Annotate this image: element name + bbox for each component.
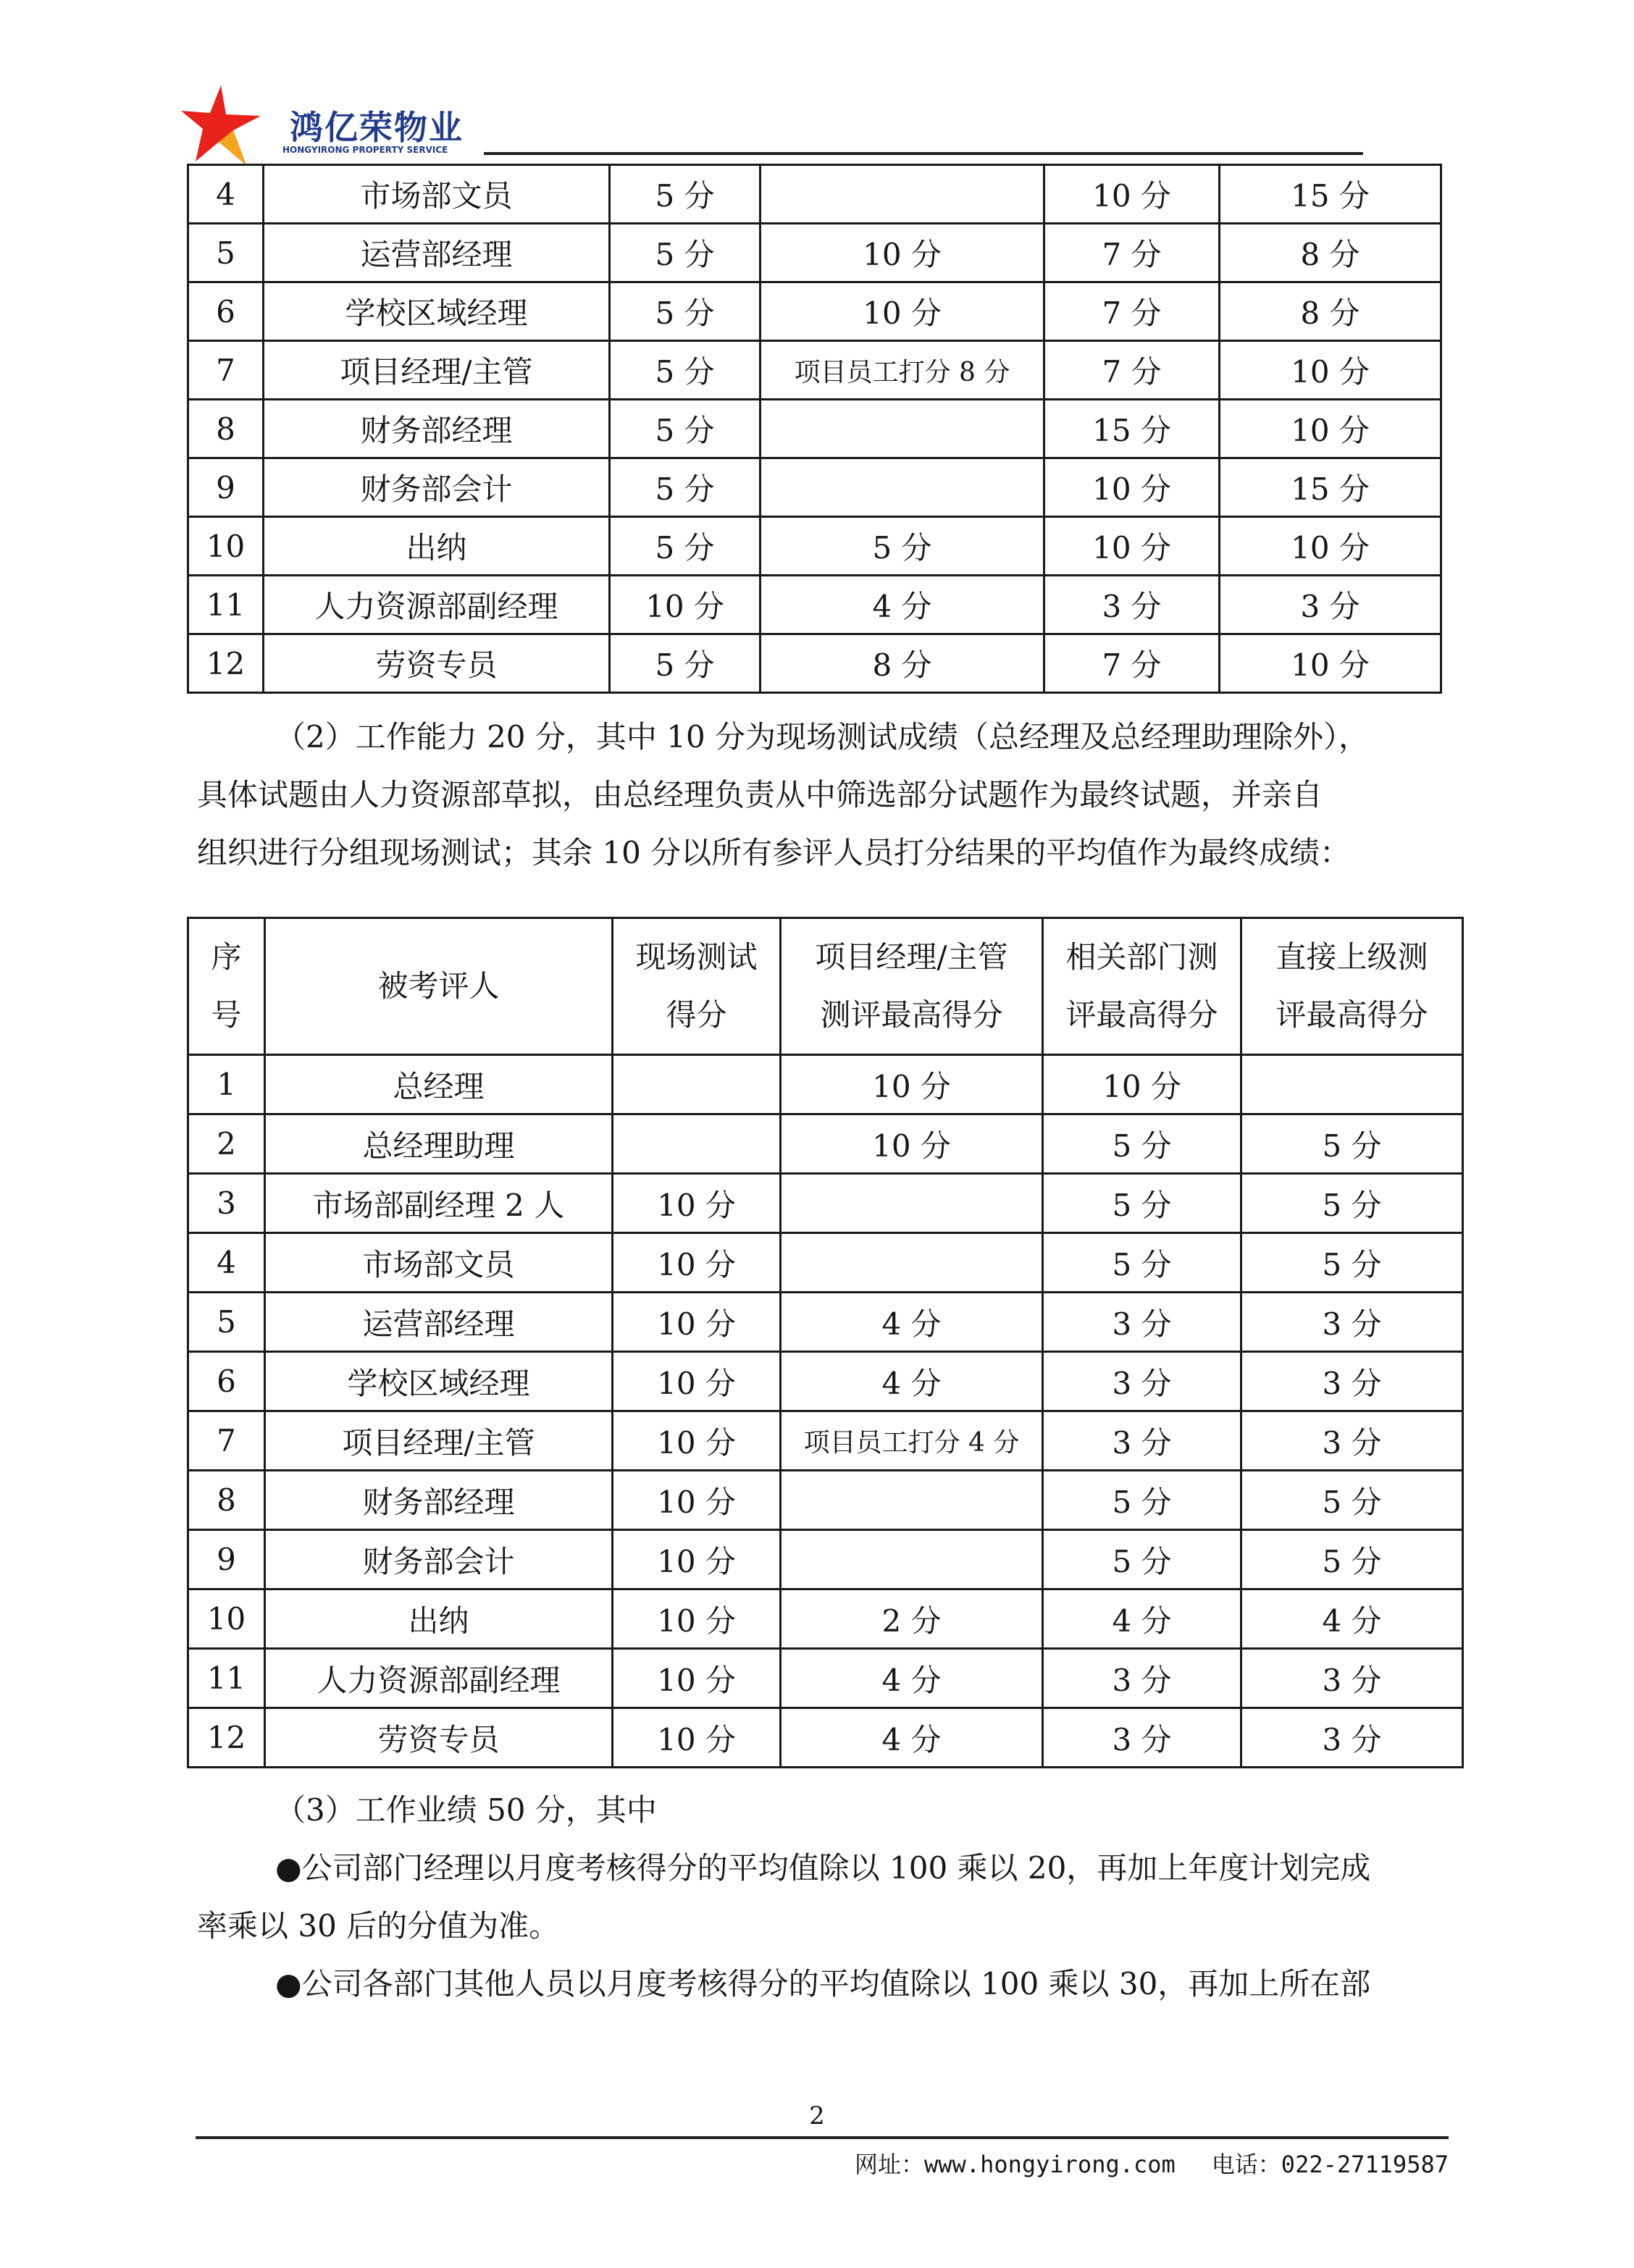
table-cell: 3 分: [1241, 1649, 1463, 1708]
table-cell: 5 分: [1241, 1174, 1463, 1233]
table-cell: [761, 165, 1044, 224]
header-cell: 项目经理/主管 测评最高得分: [781, 918, 1043, 1055]
table-cell: 11: [188, 576, 264, 634]
table-cell: 5 分: [610, 341, 761, 400]
table-cell: 财务部经理: [264, 400, 610, 458]
table-cell: 4 分: [781, 1649, 1043, 1708]
table-row: [188, 400, 1441, 458]
table-cell: [761, 400, 1044, 458]
table-cell: 学校区域经理: [265, 1352, 613, 1411]
table-cell: 4 分: [781, 1352, 1043, 1411]
table-cell: 3 分: [1241, 1708, 1463, 1768]
table-cell: 市场部文员: [264, 165, 610, 224]
table-cell: 15 分: [1044, 400, 1220, 458]
footer-contact: [818, 2146, 1449, 2180]
table-cell: 5 分: [1043, 1471, 1241, 1530]
table-cell: 10 分: [613, 1471, 781, 1530]
table-cell: 总经理助理: [265, 1114, 613, 1174]
table-row: [188, 1352, 1463, 1411]
table-cell: 10 分: [1043, 1055, 1241, 1114]
table-cell: 3 分: [1043, 1411, 1241, 1471]
table-cell: 6: [188, 1352, 265, 1411]
table-cell: 10 分: [1044, 458, 1220, 517]
table-cell: 3 分: [1043, 1352, 1241, 1411]
table-cell: 3: [188, 1174, 265, 1233]
table-cell: 3 分: [1241, 1411, 1463, 1471]
section-2-paragraph: [197, 708, 1457, 882]
table-cell: 10 分: [613, 1708, 781, 1768]
table-cell: 10 分: [1220, 400, 1441, 458]
table-cell: 10 分: [781, 1055, 1043, 1114]
table-cell: 5: [188, 224, 264, 282]
table-cell: 5 分: [610, 517, 761, 576]
table-cell: 5: [188, 1293, 265, 1352]
section-3-title: （3）工作业绩 50 分，其中: [275, 1792, 657, 1828]
table-cell: 5 分: [1241, 1471, 1463, 1530]
table-cell: 4 分: [781, 1708, 1043, 1768]
table-cell: 5 分: [1241, 1114, 1463, 1174]
para-line: 具体试题由人力资源部草拟，由总经理负责从中筛选部分试题作为最终试题，并亲自: [197, 777, 1323, 812]
table-row: [188, 458, 1441, 517]
table-cell: 7: [188, 341, 264, 400]
bullet-1-line: ●公司部门经理以月度考核得分的平均值除以 100 乘以 20，再加上年度计划完成: [275, 1850, 1371, 1886]
table-cell: 10: [188, 517, 264, 576]
table-cell: 3 分: [1043, 1708, 1241, 1768]
table-cell: 人力资源部副经理: [265, 1649, 613, 1708]
footer-website: 网址：www.hongyirong.com: [855, 2151, 1176, 2178]
header-cell: 序 号: [188, 918, 265, 1055]
table-header-row: [188, 918, 1463, 1055]
table-cell: 3 分: [1043, 1649, 1241, 1708]
work-ability-table: [187, 917, 1464, 1768]
table-cell: [781, 1233, 1043, 1293]
table-row: [188, 1708, 1463, 1768]
table-cell: 5 分: [1043, 1530, 1241, 1589]
table-row: [188, 1530, 1463, 1589]
table-cell: 10 分: [613, 1589, 781, 1649]
table-cell: 5 分: [610, 634, 761, 693]
table-cell: 出纳: [265, 1589, 613, 1649]
footer-divider: [196, 2136, 1449, 2139]
table-cell: 9: [188, 458, 264, 517]
table-cell: 2: [188, 1114, 265, 1174]
para-line: （2）工作能力 20 分，其中 10 分为现场测试成绩（总经理及总经理助理除外），: [275, 719, 1370, 755]
table-cell: 3 分: [1241, 1352, 1463, 1411]
table-cell: [761, 458, 1044, 517]
table-row: [188, 1411, 1463, 1471]
table-cell: 人力资源部副经理: [264, 576, 610, 634]
table-cell: 10 分: [613, 1233, 781, 1293]
table-cell: 5 分: [610, 165, 761, 224]
table-cell: 10 分: [1220, 634, 1441, 693]
table-cell: 10 分: [613, 1352, 781, 1411]
table-cell: 7 分: [1044, 341, 1220, 400]
table-cell: 8 分: [1220, 224, 1441, 282]
table-cell: 5 分: [1241, 1233, 1463, 1293]
table-cell: [613, 1055, 781, 1114]
table-cell: 市场部文员: [265, 1233, 613, 1293]
table-cell: 5 分: [610, 282, 761, 341]
table-cell: 10 分: [1220, 517, 1441, 576]
table-cell: 劳资专员: [264, 634, 610, 693]
table-cell: 12: [188, 634, 264, 693]
table-cell: 10 分: [781, 1114, 1043, 1174]
table-cell: 4 分: [1241, 1589, 1463, 1649]
header-cell: 相关部门测 评最高得分: [1043, 918, 1241, 1055]
table-cell: 3 分: [1044, 576, 1220, 634]
table-cell: 10 分: [1044, 165, 1220, 224]
table-cell: 11: [188, 1649, 265, 1708]
header-cell: 被考评人: [265, 918, 613, 1055]
table-cell: 10 分: [761, 224, 1044, 282]
table-cell: 运营部经理: [264, 224, 610, 282]
footer-phone: 电话：022-27119587: [1211, 2151, 1449, 2178]
table-row: [188, 634, 1441, 693]
table-cell: 10 分: [1220, 341, 1441, 400]
header-cell: 直接上级测 评最高得分: [1241, 918, 1463, 1055]
table-cell: 劳资专员: [265, 1708, 613, 1768]
table-cell: 12: [188, 1708, 265, 1768]
table-cell: 5 分: [1043, 1174, 1241, 1233]
page-number: 2: [809, 2101, 825, 2130]
score-table-continued: [187, 164, 1442, 694]
table-cell: 7 分: [1044, 282, 1220, 341]
table-cell: 5 分: [1043, 1114, 1241, 1174]
table-row: [188, 1174, 1463, 1233]
table-cell: 5 分: [610, 458, 761, 517]
table-cell: 项目员工打分 4 分: [781, 1411, 1043, 1471]
table-cell: [781, 1174, 1043, 1233]
table-cell: 10 分: [613, 1174, 781, 1233]
table-cell: 市场部副经理 2 人: [265, 1174, 613, 1233]
table-cell: 8 分: [761, 634, 1044, 693]
table-cell: 财务部会计: [265, 1530, 613, 1589]
table-cell: 15 分: [1220, 165, 1441, 224]
table-cell: 10 分: [761, 282, 1044, 341]
table-row: [188, 282, 1441, 341]
table-cell: 4: [188, 165, 264, 224]
table-cell: 8 分: [1220, 282, 1441, 341]
table-row: [188, 165, 1441, 224]
table-row: [188, 1589, 1463, 1649]
table-cell: 10 分: [613, 1411, 781, 1471]
table-row: [188, 1233, 1463, 1293]
table-cell: 4 分: [781, 1293, 1043, 1352]
table-row: [188, 341, 1441, 400]
table-cell: [781, 1471, 1043, 1530]
table-cell: 7: [188, 1411, 265, 1471]
table-row: [188, 224, 1441, 282]
table-cell: 10 分: [610, 576, 761, 634]
bullet-1-line: 率乘以 30 后的分值为准。: [197, 1908, 560, 1944]
table-cell: 5 分: [610, 224, 761, 282]
header-cell: 现场测试 得分: [613, 918, 781, 1055]
table-cell: 学校区域经理: [264, 282, 610, 341]
table-cell: [613, 1114, 781, 1174]
table-cell: 7 分: [1044, 224, 1220, 282]
table-cell: 3 分: [1220, 576, 1441, 634]
table-cell: 15 分: [1220, 458, 1441, 517]
table-cell: 总经理: [265, 1055, 613, 1114]
table-row: [188, 1649, 1463, 1708]
table-cell: 8: [188, 1471, 265, 1530]
table-cell: 5 分: [761, 517, 1044, 576]
logo-text-cn: 鸿亿荣物业: [290, 108, 464, 147]
table-cell: 10 分: [613, 1649, 781, 1708]
table-cell: 2 分: [781, 1589, 1043, 1649]
table-cell: 8: [188, 400, 264, 458]
table-cell: 10: [188, 1589, 265, 1649]
table-cell: 出纳: [264, 517, 610, 576]
table-row: [188, 1293, 1463, 1352]
table-cell: 项目员工打分 8 分: [761, 341, 1044, 400]
header-divider: [484, 152, 1363, 155]
table-cell: 10 分: [1044, 517, 1220, 576]
table-cell: 10 分: [613, 1530, 781, 1589]
bullet-2-line: ●公司各部门其他人员以月度考核得分的平均值除以 100 乘以 30，再加上所在部: [275, 1966, 1371, 2002]
table-cell: 4 分: [761, 576, 1044, 634]
table-cell: 运营部经理: [265, 1293, 613, 1352]
table-row: [188, 1114, 1463, 1174]
table-cell: 1: [188, 1055, 265, 1114]
table-cell: [1241, 1055, 1463, 1114]
table-cell: 财务部经理: [265, 1471, 613, 1530]
table-cell: 5 分: [1043, 1233, 1241, 1293]
table-cell: 财务部会计: [264, 458, 610, 517]
table-cell: [781, 1530, 1043, 1589]
table-cell: 7 分: [1044, 634, 1220, 693]
table-cell: 10 分: [613, 1293, 781, 1352]
table-cell: 4 分: [1043, 1589, 1241, 1649]
para-line: 组织进行分组现场测试；其余 10 分以所有参评人员打分结果的平均值作为最终成绩：: [197, 835, 1351, 870]
table-cell: 5 分: [610, 400, 761, 458]
table-cell: 5 分: [1241, 1530, 1463, 1589]
table-cell: 3 分: [1241, 1293, 1463, 1352]
table-cell: 9: [188, 1530, 265, 1589]
table-row: [188, 1055, 1463, 1114]
table-row: [188, 576, 1441, 634]
table-cell: 3 分: [1043, 1293, 1241, 1352]
table-cell: 项目经理/主管: [264, 341, 610, 400]
table-row: [188, 517, 1441, 576]
table-cell: 4: [188, 1233, 265, 1293]
table-cell: 6: [188, 282, 264, 341]
table-row: [188, 1471, 1463, 1530]
table-cell: 项目经理/主管: [265, 1411, 613, 1471]
section-3-paragraph: [197, 1781, 1457, 2013]
logo-text-en: HONGYIRONG PROPERTY SERVICE: [282, 145, 448, 155]
